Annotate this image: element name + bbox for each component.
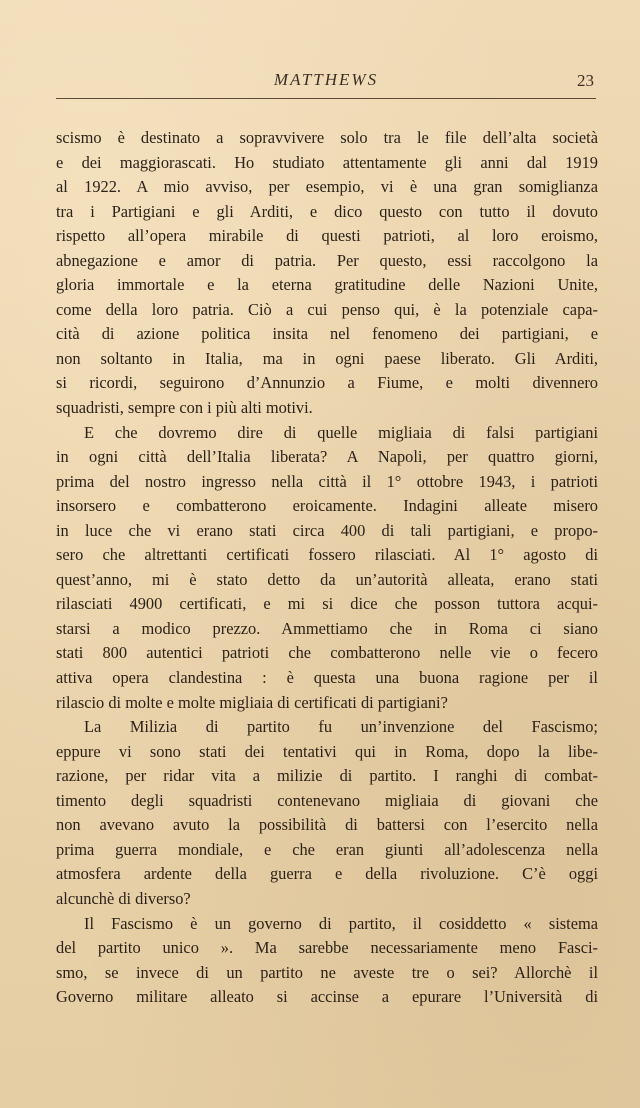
text-line: razione, per ridar vita a milizie di partito. I ranghi di combat- — [56, 766, 598, 786]
text-line: Il Fascismo è un governo di partito, il cosiddetto « sistema — [84, 913, 598, 933]
running-head: MATTHEWS — [273, 70, 379, 89]
text-line: rilascio di molte e molte migliaia di certificati di partigiani? — [56, 692, 448, 712]
text-line: non soltanto in Italia, ma in ogni paese liberato. Gli Arditi, — [56, 348, 598, 368]
text-line: in luce che vi erano stati circa 400 di tali partigiani, e propo- — [56, 520, 598, 540]
text-line: non avevano avuto la possibilità di battersi con l’esercito nella — [56, 815, 598, 835]
text-line: E che dovremo dire di quelle migliaia di falsi partigiani — [84, 422, 598, 442]
text-line: eppure vi sono stati dei tentativi qui in Roma, dopo la libe- — [56, 741, 598, 761]
text-line: atmosfera ardente della guerra e della rivoluzione. C’è oggi — [56, 864, 598, 884]
text-line: cità di azione politica insita nel fenomeno dei partigiani, e — [56, 324, 598, 344]
text-line: Governo militare alleato si accinse a epurare l’Università di — [56, 987, 598, 1007]
text-line: e dei maggiorascati. Ho studiato attentamente gli anni dal 1919 — [56, 152, 598, 172]
text-line: stati 800 autentici patrioti che combatterono nelle vie o fecero — [56, 643, 598, 663]
text-line: in ogni città dell’Italia liberata? A Napoli, per quattro giorni, — [56, 447, 598, 467]
text-line: timento degli squadristi contenevano migliaia di giovani che — [56, 790, 598, 810]
text-line: starsi a modico prezzo. Ammettiamo che in Roma ci siano — [56, 618, 598, 638]
text-line: tra i Partigiani e gli Arditi, e dico questo con tutto il dovuto — [56, 201, 598, 221]
text-line: quest’anno, mi è stato detto da un’autorità alleata, erano stati — [56, 569, 598, 589]
text-line: sero che altrettanti certificati fossero rilasciati. Al 1° agosto di — [56, 545, 598, 565]
text-line: smo, se invece di un partito ne aveste tre o sei? Allorchè il — [56, 962, 598, 982]
text-line: squadristi, sempre con i più alti motivi. — [56, 398, 313, 418]
page-number: 23 — [577, 71, 594, 90]
text-line: prima del nostro ingresso nella città il 1° ottobre 1943, i patrioti — [56, 471, 598, 491]
text-line: del partito unico ». Ma sarebbe necessariamente meno Fasci- — [56, 938, 598, 958]
text-line: abnegazione e amor di patria. Per questo, essi raccolgono la — [56, 250, 598, 270]
text-line: al 1922. A mio avviso, per esempio, vi è una gran somiglianza — [56, 177, 598, 197]
text-line: come della loro patria. Ciò a cui penso qui, è la potenziale capa- — [56, 299, 598, 319]
text-line: rilasciati 4900 certificati, e mi si dice che posson tuttora acqui- — [56, 594, 598, 614]
text-line: prima guerra mondiale, e che eran giunti all’adolescenza nella — [56, 839, 598, 859]
text-line: rispetto all’opera mirabile di questi patrioti, al loro eroismo, — [56, 226, 598, 246]
text-line: insorsero e combatterono eroicamente. Indagini alleate misero — [56, 496, 598, 516]
text-line: gloria immortale e la eterna gratitudine delle Nazioni Unite, — [56, 275, 598, 295]
text-line: La Milizia di partito fu un’invenzione del Fascismo; — [84, 717, 598, 737]
text-line: si ricordi, seguirono d’Annunzio a Fiume, e molti divennero — [56, 373, 598, 393]
text-line: alcunchè di diverso? — [56, 888, 191, 908]
text-line: scismo è destinato a sopravvivere solo tra le file dell’alta società — [56, 128, 598, 147]
body-text — [56, 126, 598, 1010]
header-rule — [56, 98, 596, 99]
text-line: attiva opera clandestina : è questa una buona ragione per il — [56, 668, 598, 688]
page-header — [56, 70, 596, 96]
